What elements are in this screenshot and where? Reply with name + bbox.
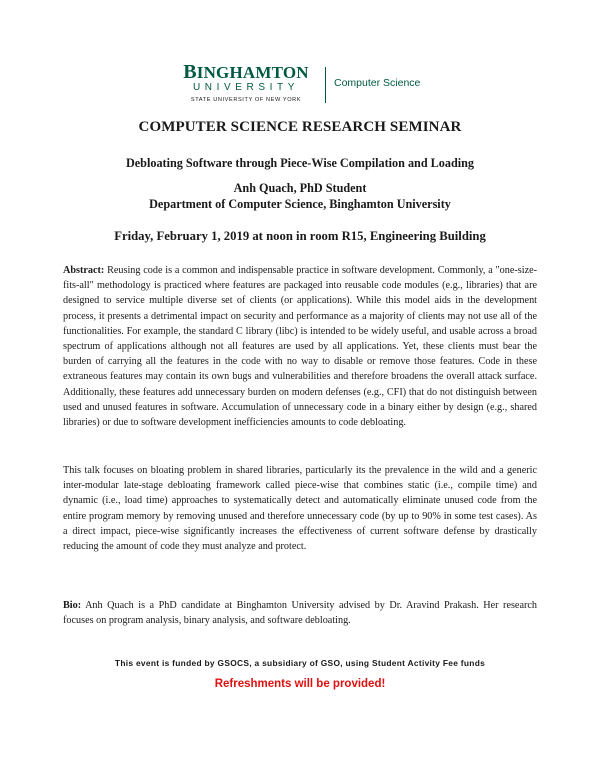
refreshments-note: Refreshments will be provided! bbox=[214, 678, 386, 690]
logo-university: UNIVERSITY bbox=[192, 82, 299, 93]
funding-note: This event is funded by GSOCS, a subsidiary of GSO, using Student Activity Fee funds bbox=[114, 658, 486, 668]
abstract-text: Reusing code is a common and indispensable practice in software development. Commonly, a "one-size-fits-all" methodology is practiced where features are packaged into reusable code modules (e.g., libraries) that are designed to service multiple diverse set of clients (or applications). While this model aids in the development process, it presents a detrimental impact on security and performance as a majority of clients may not use all of the functionalities. For example, the standard C library (libc) is intended to be widely useful, and usable across a broad spectrum of applications although not all features are used by all applications. Yet, these clients must bear the burden of carrying all the features in the code with no way to disable or remove those features. Code in these extraneous features may contain its own bugs and vulnerabilities and therefore broadens the overall attack surface. Additionally, these features add unnecessary burden on modern defenses (e.g., CFI) that do not distinguish between used and unused features in software. Accumulation of unnecessary code in a binary either by design (e.g., shared libraries) or due to software development inefficiencies amounts to code debloating. bbox=[63, 265, 538, 429]
talk-title: Debloating Software through Piece-Wise Compilation and Loading bbox=[125, 156, 475, 170]
logo-department: Computer Science bbox=[334, 77, 421, 89]
date-location: Friday, February 1, 2019 at noon in room R15, Engineering Building bbox=[114, 229, 486, 243]
bio-text: Anh Quach is a PhD candidate at Binghamton University advised by Dr. Aravind Prakash. Her research focuses on program analysis, binary analysis, and software debloating. bbox=[63, 600, 537, 627]
bio-label: Bio: bbox=[63, 600, 82, 611]
logo-name: BINGHAMTON bbox=[183, 61, 309, 83]
bio-paragraph bbox=[63, 598, 537, 628]
seminar-heading: COMPUTER SCIENCE RESEARCH SEMINAR bbox=[138, 119, 462, 135]
abstract-label: Abstract: bbox=[63, 265, 105, 276]
speaker-name: Anh Quach, PhD Student bbox=[233, 181, 367, 195]
logo-state-line: STATE UNIVERSITY OF NEW YORK bbox=[190, 97, 302, 103]
logo-wordmark bbox=[174, 61, 318, 104]
abstract-paragraph bbox=[63, 263, 537, 430]
logo-divider bbox=[325, 67, 326, 103]
talk-paragraph: This talk focuses on bloating problem in shared libraries, particularly its the prevalence in the wild and a generic inter-modular late-stage debloating framework called piece-wise that combines static (i.e., compile time) and dynamic (i.e., load time) approaches to systematically detect and automatically eliminate unused code from the entire program memory by removing unused and therefore unnecessary code (by up to 90% in some test cases). As a direct impact, piece-wise significantly increases the effectiveness of current software defense by drastically reducing the amount of code they must analyze and protect. bbox=[63, 465, 537, 553]
speaker-department: Department of Computer Science, Binghamton University bbox=[149, 197, 451, 211]
